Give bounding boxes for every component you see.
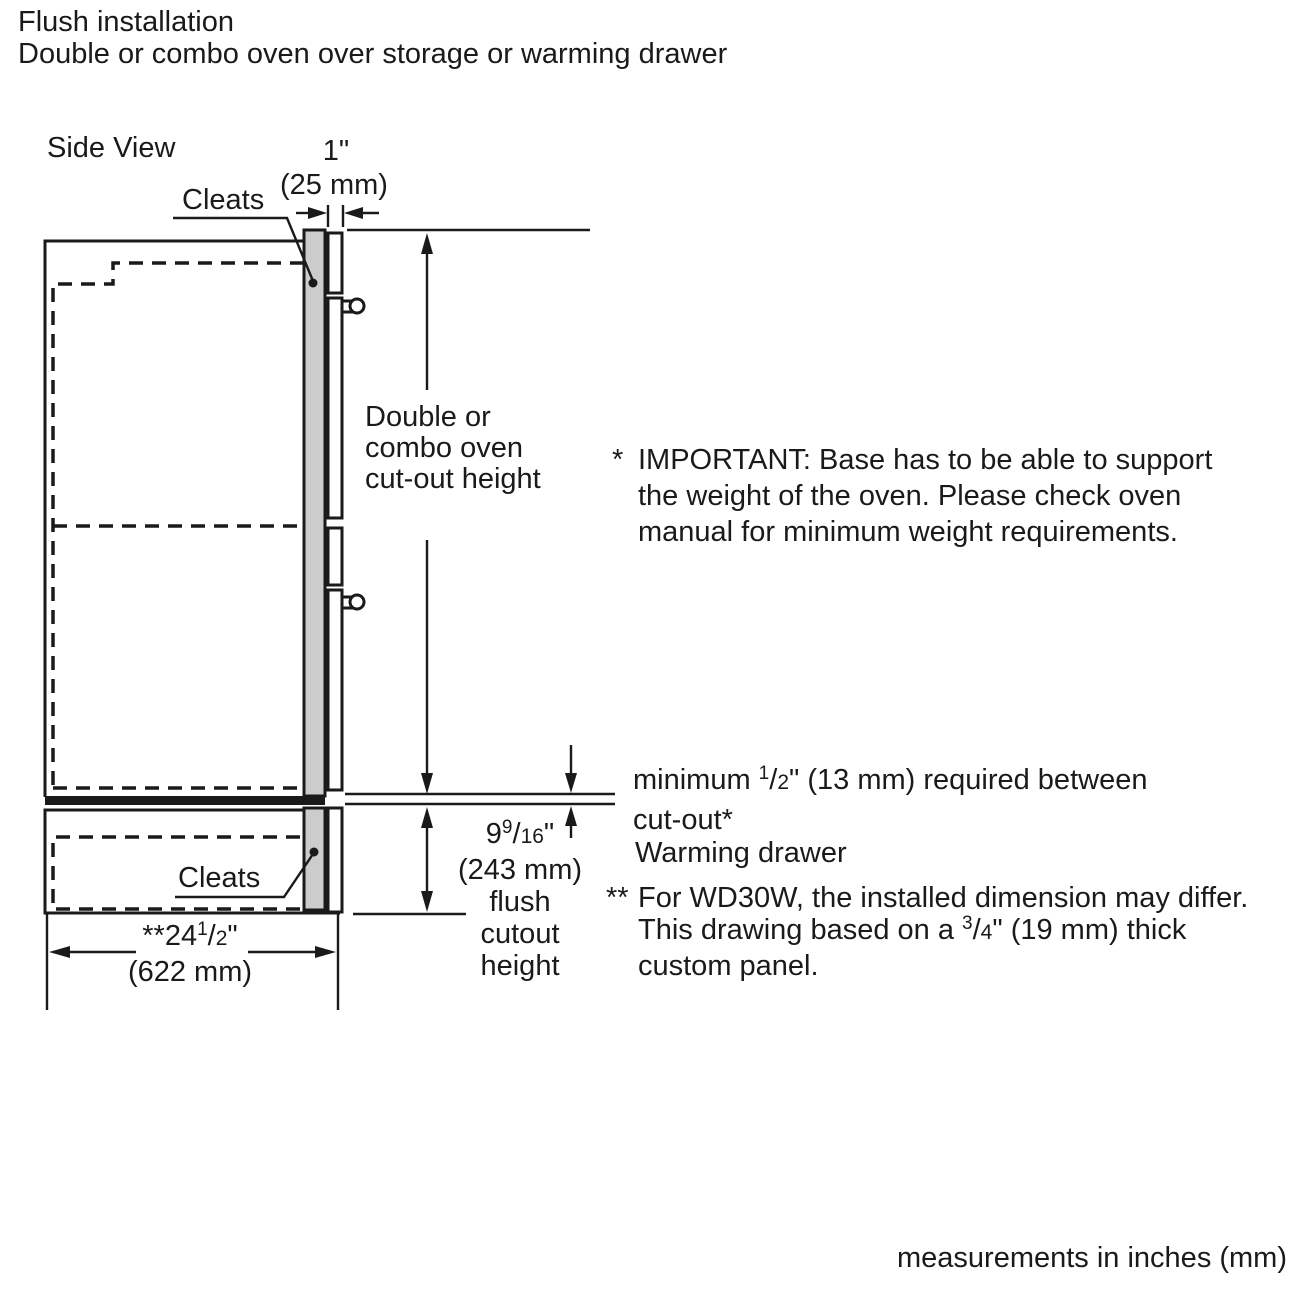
oven-trim-panel-middle [328, 528, 342, 585]
wd30w-note-line1: For WD30W, the installed dimension may differ. [638, 882, 1249, 914]
oven-trim-panel-top [328, 233, 342, 293]
fraction-slash: / [769, 764, 778, 796]
oven-cutout-height-label [365, 402, 541, 495]
fraction-denominator: 4 [980, 921, 993, 944]
oven-cutout-height-line1: Double or [365, 401, 491, 433]
important-note-line3: manual for minimum weight requirements. [638, 516, 1178, 548]
important-note-line2: the weight of the oven. Please check oven [638, 480, 1182, 512]
oven-door-panel-1 [328, 298, 342, 518]
wd30w-note-line2 [638, 914, 1248, 950]
oven-cutout-height-line3: cut-out height [365, 463, 541, 495]
page-subtitle: Double or combo oven over storage or warming drawer [18, 38, 728, 70]
drawer-front-panel [328, 808, 342, 912]
cleats-label-bottom: Cleats [178, 862, 261, 894]
wd30w-note [638, 882, 1248, 982]
cleats-label-top: Cleats [182, 184, 265, 216]
wd30w-note-line3: custom panel. [638, 950, 819, 982]
side-view-label: Side View [47, 132, 176, 164]
upper-cabinet-outline [45, 241, 304, 797]
oven-door-panel-2 [328, 590, 342, 790]
important-note [638, 442, 1212, 550]
page-title: Flush installation [18, 6, 234, 38]
cleat-strip-lower [304, 808, 325, 910]
cleats-leader-top [173, 218, 313, 281]
text-fragment: 9 [485, 818, 502, 850]
cabinet-depth-value [106, 920, 274, 956]
dim-1in-arrow-left-head [308, 207, 327, 219]
oven-door-handle-1-knob [350, 299, 364, 313]
min-gap-arrow-down-head [565, 773, 577, 793]
cleats-leader-bottom-dot [310, 848, 319, 857]
fraction-denominator: 16 [520, 825, 544, 848]
depth-arrow-left-head [49, 946, 70, 958]
flush-cutout-label-line2: cutout [480, 918, 560, 950]
text-fragment: " (13 mm) required between [789, 764, 1148, 796]
fraction-numerator: 1 [758, 763, 770, 784]
fraction-numerator: 3 [962, 913, 973, 934]
fraction-denominator: 2 [215, 927, 228, 950]
text-fragment: " [543, 818, 555, 850]
flush-cutout-label-line3: height [480, 950, 560, 982]
text-fragment: " (19 mm) thick [992, 914, 1187, 946]
oven-door-handle-2-knob [350, 595, 364, 609]
cleat-strip-upper [304, 230, 325, 796]
text-fragment: minimum [633, 764, 759, 796]
fraction-slash: / [512, 818, 521, 850]
text-fragment: " [227, 920, 238, 952]
fraction-denominator: 2 [777, 771, 789, 794]
measurements-footer: measurements in inches (mm) [897, 1242, 1287, 1274]
flush-cutout-label-line1: flush [489, 886, 551, 918]
dim-1in-value: 1" [322, 135, 350, 167]
depth-arrow-right-head [315, 946, 336, 958]
min-gap-note [633, 762, 1147, 838]
flush-cutout-dim [430, 818, 610, 982]
dim-1in-arrow-right-head [344, 207, 363, 219]
flush-cutout-value [430, 818, 610, 854]
text-fragment: **24 [142, 920, 198, 952]
fraction-slash: / [207, 920, 216, 952]
flush-cutout-mm: (243 mm) [457, 854, 583, 886]
important-note-marker: * [612, 444, 624, 476]
fraction-numerator: 9 [501, 817, 513, 838]
base-divider-bar [45, 796, 325, 805]
fraction-slash: / [972, 914, 981, 946]
min-gap-note-line2: cut-out* [633, 804, 733, 836]
cutout-height-arrow-down [421, 773, 433, 794]
wd30w-note-marker: ** [606, 882, 629, 914]
important-note-line1: IMPORTANT: Base has to be able to support [638, 444, 1213, 476]
fraction-numerator: 1 [197, 919, 208, 940]
oven-cutout-height-line2: combo oven [365, 432, 523, 464]
cabinet-depth-mm: (622 mm) [127, 956, 253, 988]
dim-1in-mm: (25 mm) [280, 169, 388, 201]
cleats-leader-top-dot [309, 279, 318, 288]
warming-drawer-label: Warming drawer [635, 837, 847, 869]
min-gap-note-line1 [633, 762, 1147, 802]
text-fragment: This drawing based on a [638, 914, 963, 946]
